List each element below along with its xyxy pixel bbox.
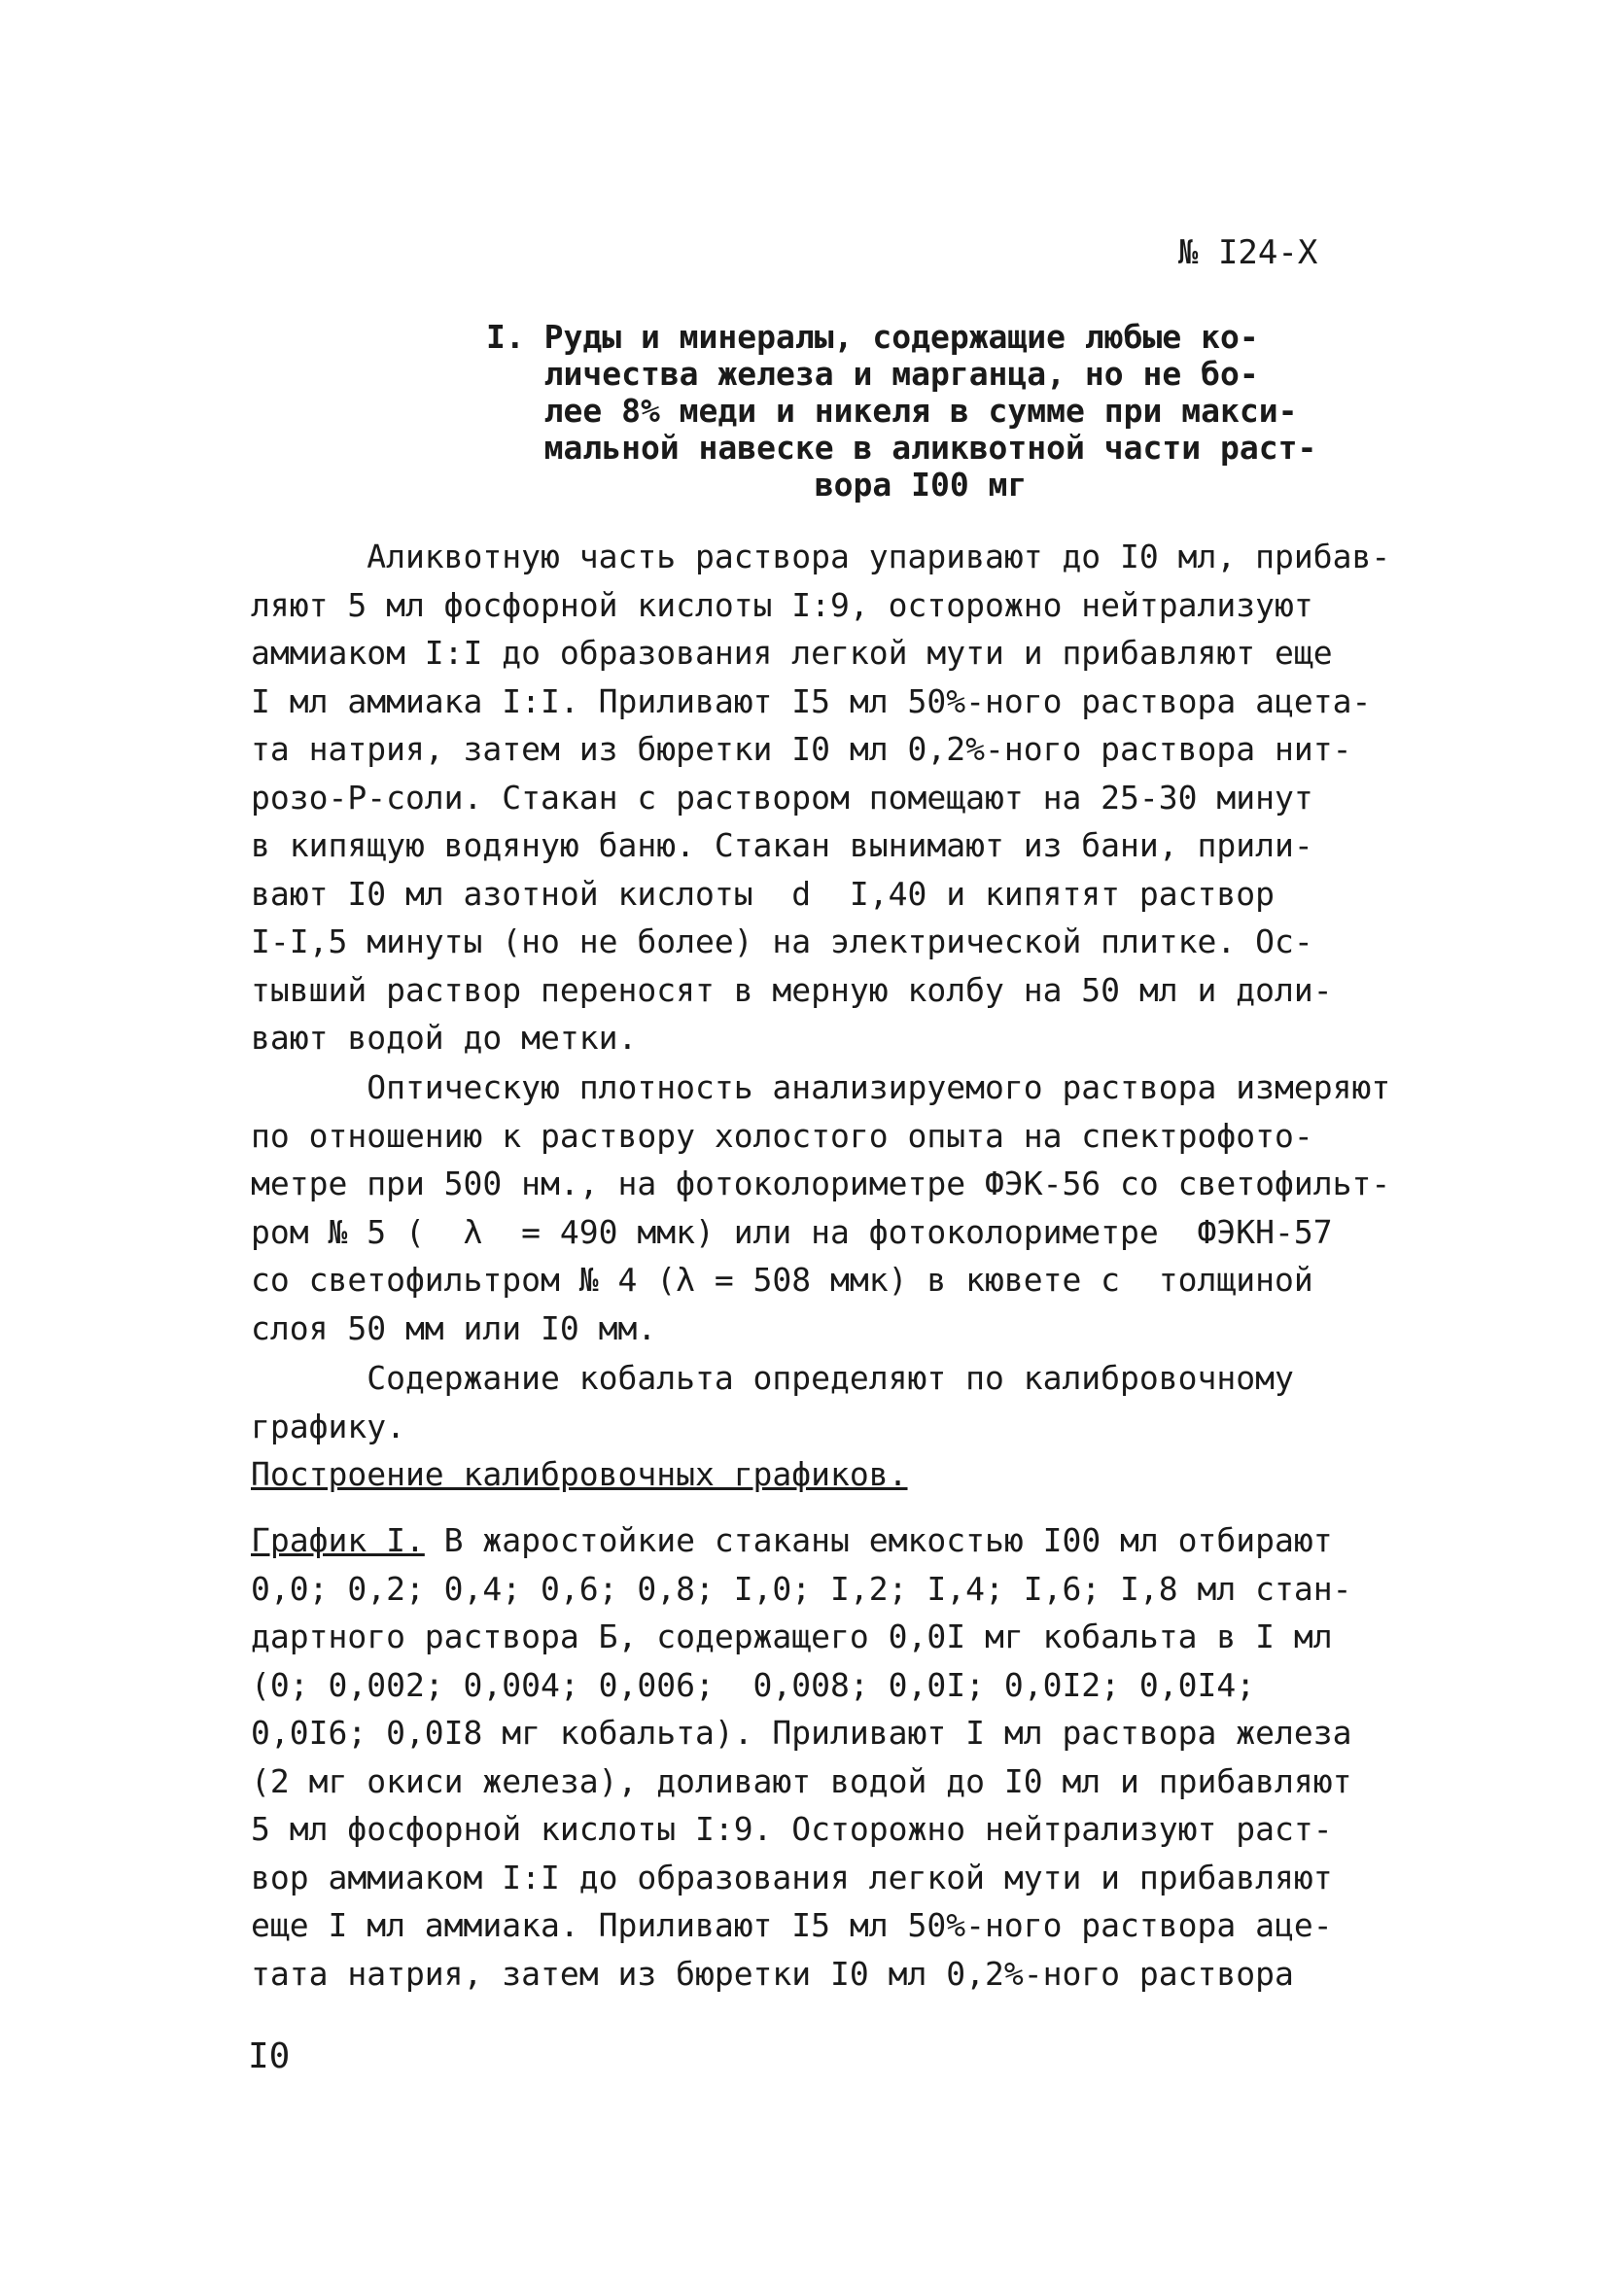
text-line: по отношению к раствору холостого опыта на спектрофото- (251, 1116, 1313, 1155)
text-line: метре при 500 нм., на фотоколориметре ФЭК-56 со светофильт- (251, 1165, 1391, 1202)
text-line: еще I мл аммиака. Приливают I5 мл 50%-ного раствора аце- (251, 1906, 1333, 1944)
paragraph-graph-1 (251, 1516, 1417, 1998)
text-line: 0,0; 0,2; 0,4; 0,6; 0,8; I,0; I,2; I,4; I,6; I,8 мл стан- (251, 1569, 1352, 1608)
text-line (251, 1516, 1417, 1565)
text-line: 5 мл фосфорной кислоты I:9. Осторожно нейтрализуют раст- (251, 1810, 1333, 1848)
text-line: тата натрия, затем из бюретки I0 мл 0,2%-ного раствора (251, 1954, 1294, 1993)
page-number: I0 (248, 2036, 291, 2076)
title-line: мальной навеске в аликвотной части раст- (486, 429, 1317, 467)
text-line: розо-Р-соли. Стакан с раствором помещают на 25-30 минут (251, 778, 1313, 817)
text-line: Аликвотную часть раствора упаривают до I0 мл, прибав- (251, 538, 1391, 575)
paragraph-optical-density (251, 1063, 1417, 1352)
calibration-section-heading (251, 1450, 1417, 1499)
text-line: дартного раствора Б, содержащего 0,0I мг кобальта в I мл (251, 1618, 1333, 1655)
text-line: I-I,5 минуты (но не более) на электрической плитке. Ос- (251, 922, 1313, 960)
section-title (486, 319, 1361, 504)
title-line: лее 8% меди и никеля в сумме при макси- (486, 392, 1298, 430)
text-line: вают I0 мл азотной кислоты d I,40 и кипятят раствор (251, 874, 1275, 913)
graph-label: График I. (251, 1521, 425, 1559)
text-line: слоя 50 мм или I0 мм. (251, 1308, 657, 1347)
text-line: тывший раствор переносят в мерную колбу на 50 мл и доли- (251, 970, 1333, 1009)
paragraph-cobalt-content (251, 1354, 1417, 1450)
paragraph-procedure (251, 533, 1417, 1062)
document-number: № I24-X (1178, 233, 1318, 272)
text-line: ляют 5 мл фосфорной кислоты I:9, осторожно нейтрализуют (251, 585, 1313, 624)
text-line: 0,0I6; 0,0I8 мг кобальта). Приливают I мл раствора железа (251, 1714, 1352, 1752)
text-line: (0; 0,002; 0,004; 0,006; 0,008; 0,0I; 0,0I2; 0,0I4; (251, 1665, 1256, 1704)
title-line: I. Руды и минералы, содержащие любые ко- (486, 318, 1259, 356)
text-line: та натрия, затем из бюретки I0 мл 0,2%-ного раствора нит- (251, 730, 1352, 768)
text-line: Содержание кобальта определяют по калибровочному (251, 1359, 1294, 1397)
text-line: ром № 5 ( λ = 490 ммк) или на фотоколориметре ФЭКН-57 (251, 1212, 1333, 1251)
text-line: вор аммиаком I:I до образования легкой мути и прибавляют (251, 1858, 1333, 1896)
section-heading-text: Построение калибровочных графиков. (251, 1455, 908, 1493)
text-line: вают водой до метки. (251, 1019, 638, 1057)
text-line: аммиаком I:I до образования легкой мути и прибавляют еще (251, 634, 1333, 672)
text-line: (2 мг окиси железа), доливают водой до I0 мл и прибавляют (251, 1761, 1352, 1800)
text-line: графику. (251, 1407, 405, 1445)
title-line: личества железа и марганца, но не бо- (486, 355, 1259, 393)
title-line: вора I00 мг (486, 466, 1028, 504)
text-fragment: В жаростойкие стаканы емкостью I00 мл отбирают (424, 1521, 1333, 1559)
text-line: Оптическую плотность анализируемого раствора измеряют (251, 1068, 1391, 1106)
text-line: со светофильтром № 4 (λ = 508 ммк) в кювете с толщиной (251, 1261, 1313, 1299)
text-line: в кипящую водяную баню. Стакан вынимают из бани, прили- (251, 826, 1313, 864)
text-line: I мл аммиака I:I. Приливают I5 мл 50%-ного раствора ацета- (251, 681, 1372, 720)
